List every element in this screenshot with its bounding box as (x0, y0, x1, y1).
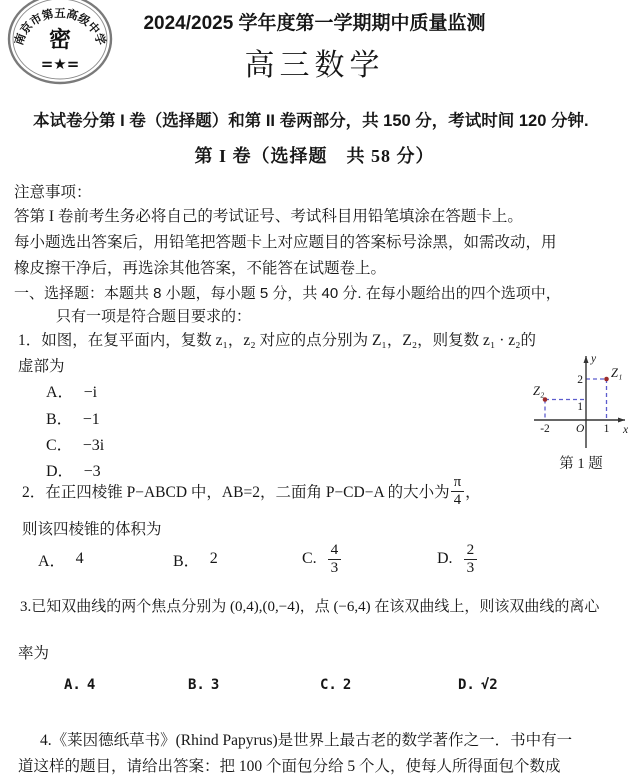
option-fraction (328, 542, 342, 576)
seal-star-row: =★= (40, 55, 80, 73)
option-text: 3 (210, 677, 220, 693)
notice-line-1: 答第 I 卷前考生务必将自己的考试证号、考试科目用铅笔填涂在答题卡上。 (14, 208, 523, 225)
fraction-denominator: 3 (464, 559, 478, 577)
question-3-stem-line2: 率为 (18, 645, 50, 662)
paper-structure-note: 本试卷分第 I 卷（选择题）和第 II 卷两部分，共 150 分，考试时间 120 分钟. (33, 112, 589, 130)
fraction-numerator: 2 (466, 540, 475, 558)
option-label: C． (46, 437, 73, 454)
seal-center-character: 密 (48, 27, 72, 52)
x-tick-neg2: -2 (540, 423, 550, 435)
option-text: √2 (480, 677, 498, 693)
question-4-line1: 4.《莱因德纸草书》(Rhind Papyrus)是世界上最古老的数学著作之一．书中有一 (40, 732, 573, 749)
option-text: 2 (342, 677, 352, 693)
option-label: A． (38, 552, 66, 570)
question-2-option-a (38, 541, 84, 577)
option-label: B. (188, 677, 205, 693)
y-axis-arrow (584, 356, 589, 363)
mc-section-header-line1: 一、选择题：本题共 8 小题，每小题 5 分，共 40 分. 在每小题给出的四个选项中， (14, 285, 561, 302)
x-tick-1: 1 (603, 423, 610, 435)
figure-caption: 第 1 题 (559, 456, 603, 472)
question-1-figure (533, 350, 629, 452)
option-label: A． (46, 384, 74, 401)
question-1-option-b (46, 406, 100, 429)
option-label: A. (64, 677, 81, 693)
option-text: −3 (83, 463, 101, 480)
option-label: C. (320, 677, 337, 693)
exam-session-title: 2024/2025 学年度第一学期期中质量监测 (143, 13, 486, 34)
point-z1 (604, 377, 609, 382)
x-axis-label: x (623, 424, 629, 436)
option-text: 2 (209, 550, 218, 567)
question-1-option-a (46, 379, 97, 402)
question-3-option-d (458, 677, 498, 693)
mc-section-header-line2: 只有一项是符合题目要求的： (56, 308, 252, 325)
point-z1-label: Z₁ (611, 366, 623, 380)
option-text: −3i (82, 437, 105, 454)
question-1-stem-line2: 虚部为 (18, 358, 65, 375)
q2-stem-suffix: ， (465, 484, 481, 501)
y-tick-2: 2 (577, 374, 583, 386)
point-z2-label: Z₂ (533, 384, 545, 398)
fraction-numerator: π (453, 474, 462, 491)
question-2-stem-line1 (22, 474, 481, 508)
option-label: C. (302, 550, 317, 567)
option-label: B． (173, 552, 200, 570)
option-text: 4 (86, 677, 96, 693)
option-text: −i (83, 384, 98, 401)
question-3-option-a (64, 677, 95, 693)
option-fraction (464, 542, 478, 576)
question-1-option-c (46, 432, 104, 455)
complex-plane-plot (533, 350, 629, 452)
option-text: 4 (75, 550, 84, 567)
q2-angle-fraction (451, 474, 464, 507)
question-3-stem-line1: 3.已知双曲线的两个焦点分别为 (0,4),(0,−4)，点 (−6,4) 在该双曲线上，则该双曲线的离心 (20, 599, 600, 615)
notice-line-2: 每小题选出答案后，用铅笔把答题卡上对应题目的答案标号涂黑，如需改动，用 (14, 234, 557, 251)
question-1-stem-line1: 1．如图，在复平面内，复数 z₁，z₂ 对应的点分别为 Z₁，Z₂，则复数 z₁ · z₂的 (18, 332, 537, 349)
question-2-option-b (173, 541, 218, 577)
origin-label: O (576, 423, 585, 435)
question-3-option-c (320, 677, 351, 693)
fraction-denominator: 3 (328, 559, 342, 577)
question-2-option-d (437, 541, 478, 577)
option-label: D. (437, 550, 453, 567)
notice-line-3: 橡皮擦干净后，再选涂其他答案，不能答在试题卷上。 (14, 260, 387, 277)
question-4-line2: 道这样的题目，请给出答案：把 100 个面包分给 5 个人，使每人所得面包个数成 (18, 758, 561, 775)
section-one-title: 第 I 卷（选择题 共 58 分） (194, 146, 435, 166)
option-text: −1 (82, 411, 100, 428)
q2-stem-prefix: 2．在正四棱锥 P−ABCD 中，AB=2，二面角 P−CD−A 的大小为 (22, 484, 450, 501)
y-axis-label: y (591, 353, 597, 365)
option-label: D． (46, 463, 74, 480)
dashed-guides (545, 379, 607, 420)
option-label: D. (458, 677, 475, 693)
x-axis-arrow (618, 418, 625, 423)
option-label: B． (46, 411, 73, 428)
question-3-option-b (188, 677, 219, 693)
notice-heading: 注意事项： (14, 184, 92, 201)
fraction-numerator: 4 (330, 540, 339, 558)
question-2-option-c (302, 541, 342, 577)
seal-ring-text: 南京市第五高级中学 (13, 8, 107, 47)
question-2-stem-line2: 则该四棱锥的体积为 (22, 521, 162, 538)
y-tick-1: 1 (577, 401, 583, 413)
exam-subject-title: 高三数学 (244, 49, 385, 82)
fraction-denominator: 4 (451, 491, 464, 508)
